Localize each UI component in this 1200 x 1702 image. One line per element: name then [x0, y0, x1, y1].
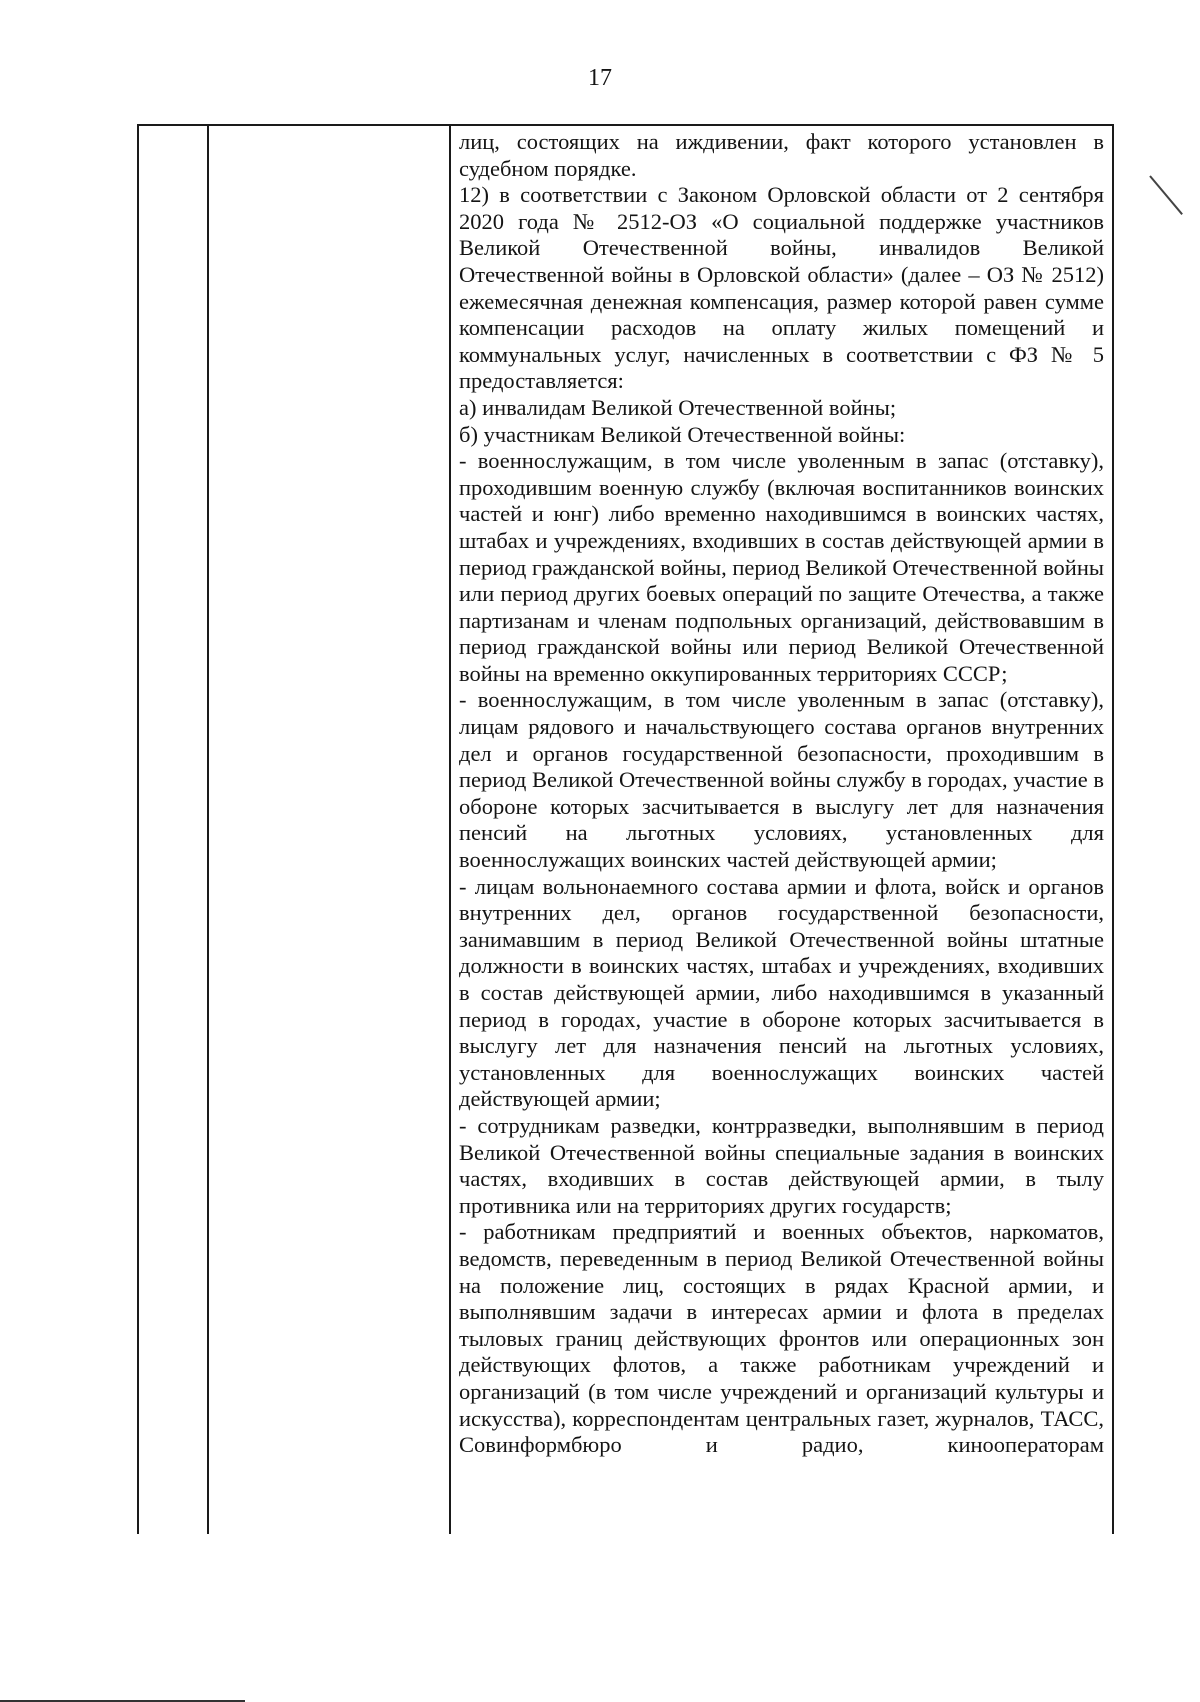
list-item-civilian-staff: - лицам вольнонаемного состава армии и флота, войск и органов внутренних дел, органов государственной безопасности, занимавшим в период Великой Отечественной войны штатные должности в воинских частях, штабах и учреждениях, входивших в состав действующей армии, либо находившимся в указанный период в городах, участие в обороне которых засчитывается в выслугу лет для назначения пенсий на льготных условиях, установленных для военнослужащих воинских частей действующей армии;: [459, 873, 1104, 1112]
table-cell-text: [459, 129, 1104, 1459]
table-column-divider-1: [207, 126, 209, 1534]
paragraph-continuation: лиц, состоящих на иждивении, факт которого установлен в судебном порядке.: [459, 129, 1104, 181]
list-item-city-defense-service: - военнослужащим, в том числе уволенным в запас (отставку), лицам рядового и начальствующего состава органов внутренних дел и органов государственной безопасности, проходившим в период Великой Отечественной войны службу в городах, участие в обороне которых засчитывается в выслугу лет для назначения пенсий на льготных условиях, установленных для военнослужащих воинских частей действующей армии;: [459, 687, 1104, 873]
paragraph-subitem-a: а) инвалидам Великой Отечественной войны;: [459, 394, 897, 420]
table-column-divider-2: [449, 126, 451, 1534]
list-item-military-servicemen: - военнослужащим, в том числе уволенным в запас (отставку), проходившим военную службу (включая воспитанников воинских частей и юнг) либо временно находившимся в воинских частях, штабах и учреждениях, входивших в состав действующей армии в период гражданской войны, период Великой Отечественной войны или период других боевых операций по защите Отечества, а также партизанам и членам подпольных организаций, действовавшим в период гражданской войны или период Великой Отечественной войны на временно оккупированных территориях СССР;: [459, 448, 1104, 686]
scan-artifact-stroke: [1149, 175, 1183, 215]
list-item-intelligence-officers: - сотрудникам разведки, контрразведки, выполнявшим в период Великой Отечественной войны специальные задания в воинских частях, входивших в состав действующей армии, в тылу противника или на территориях других государств;: [459, 1112, 1104, 1218]
paragraph-item-12: 12) в соответствии с Законом Орловской области от 2 сентября 2020 года № 2512-ОЗ «О социальной поддержке участников Великой Отечественной войны, инвалидов Великой Отечественной войны в Орловской области» (далее – ОЗ № 2512) ежемесячная денежная компенсация, размер которой равен сумме компенсации расходов на оплату жилых помещений и коммунальных услуг, начисленных в соответствии с ФЗ № 5 предоставляется:: [459, 182, 1104, 394]
list-item-enterprise-workers: - работникам предприятий и военных объектов, наркоматов, ведомств, переведенным в период Великой Отечественной войны на положение лиц, состоящих в рядах Красной армии, и выполнявшим задачи в интересах армии и флота в пределах тыловых границ действующих фронтов или операционных зон действующих флотов, а также работникам учреждений и организаций (в том числе учреждений и организаций культуры и искусства), корреспондентам центральных газет, журналов, ТАСС, Совинформбюро и радио, кинооператорам: [459, 1219, 1104, 1458]
document-table: [137, 124, 1114, 1534]
page-number: 17: [588, 65, 612, 91]
paragraph-subitem-b: б) участникам Великой Отечественной войны:: [459, 421, 906, 447]
